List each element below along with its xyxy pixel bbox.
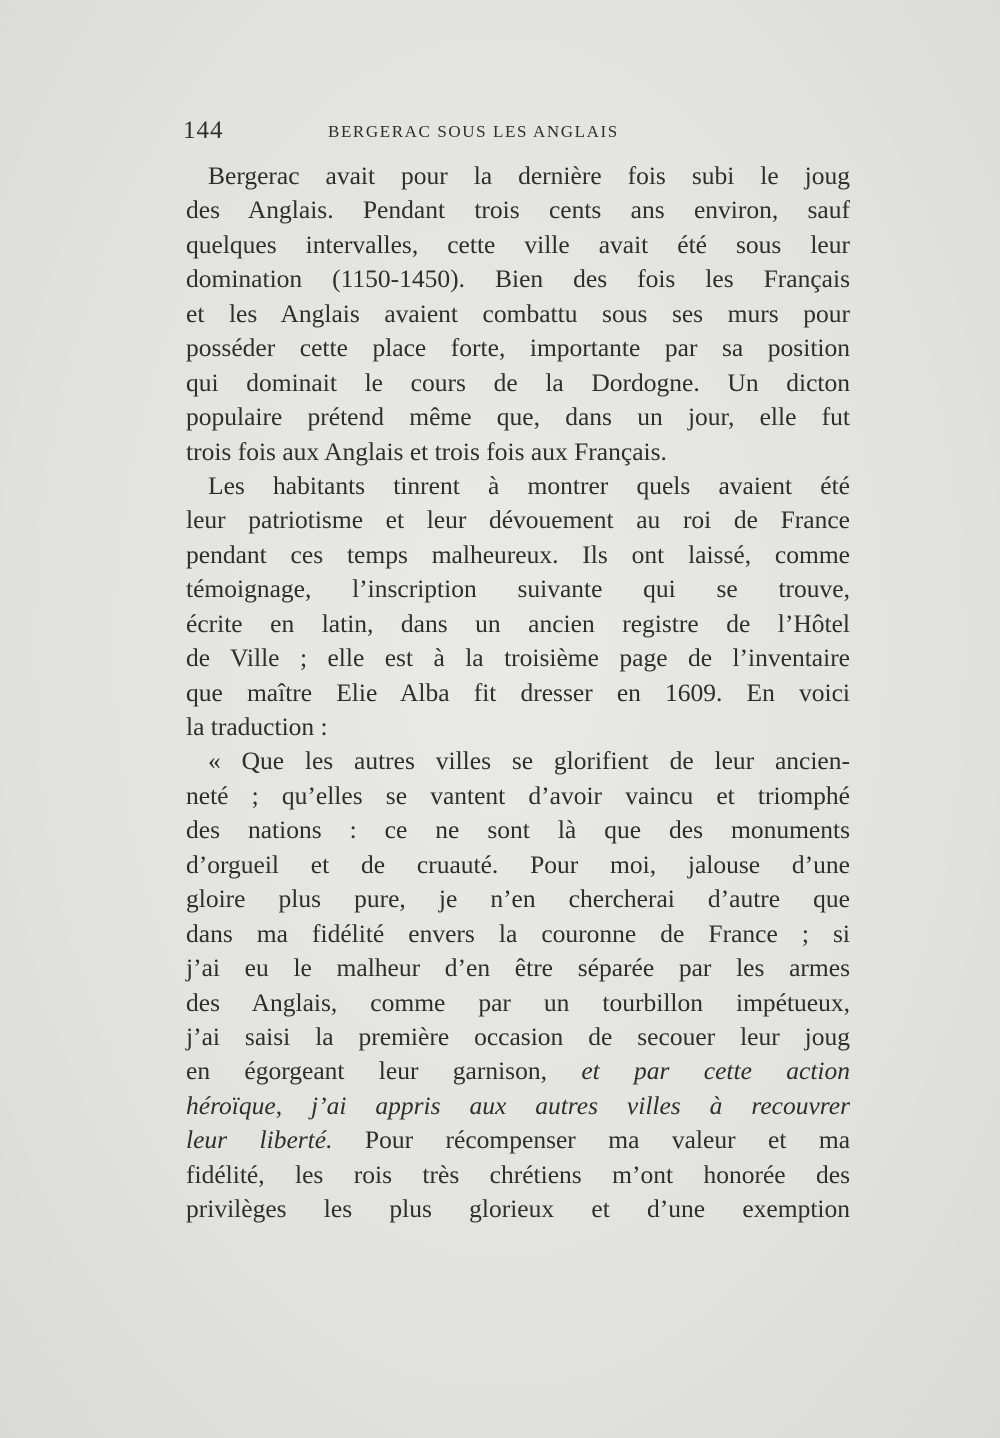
- text-line: quelques intervalles, cette ville avait été sous leur: [186, 229, 850, 259]
- text-line: trois fois aux Anglais et trois fois aux Français.: [186, 436, 667, 466]
- text-segment: en égorgeant leur garnison,: [186, 1056, 582, 1086]
- text-line: Bergerac avait pour la dernière fois subi le joug: [208, 161, 850, 190]
- text-line: populaire prétend même que, dans un jour, elle fut: [186, 402, 850, 432]
- text-line: et les Anglais avaient combattu sous ses murs pour: [186, 298, 850, 328]
- text-line: neté ; qu’elles se vantent d’avoir vaincu et triomphé: [186, 780, 850, 810]
- text-line: domination (1150-1450). Bien des fois les Français: [186, 264, 850, 294]
- text-line: d’orgueil et de cruauté. Pour moi, jalouse d’une: [186, 849, 850, 879]
- text-line: [186, 1054, 850, 1088]
- text-line: leur patriotisme et leur dévouement au roi de France: [186, 505, 850, 535]
- text-line: pendant ces temps malheureux. Ils ont laissé, comme: [186, 539, 850, 569]
- text-line: témoignage, l’inscription suivante qui se trouve,: [186, 574, 850, 604]
- text-line: dans ma fidélité envers la couronne de France ; si: [186, 918, 850, 948]
- text-line: gloire plus pure, je n’en chercherai d’autre que: [186, 884, 850, 914]
- page-header: [183, 117, 703, 151]
- page-number: 144: [183, 117, 224, 144]
- text-line: [186, 1123, 850, 1157]
- text-line: de Ville ; elle est à la troisième page de l’inventaire: [186, 643, 850, 673]
- text-line: privilèges les plus glorieux et d’une exemption: [186, 1194, 850, 1224]
- text-line: « Que les autres villes se glorifient de leur ancien-: [208, 746, 850, 776]
- text-segment: Pour récompenser ma valeur et ma: [332, 1125, 851, 1155]
- text-line: que maître Elie Alba fit dresser en 1609. En voici: [186, 677, 850, 707]
- text-line: j’ai saisi la première occasion de secouer leur joug: [186, 1021, 850, 1051]
- text-line: Les habitants tinrent à montrer quels avaient été: [208, 470, 850, 500]
- text-line: [186, 1089, 850, 1123]
- text-line: posséder cette place forte, importante par sa position: [186, 333, 850, 363]
- running-title: BERGERAC SOUS LES ANGLAIS: [328, 122, 619, 141]
- text-line: écrite en latin, dans un ancien registre de l’Hôtel: [186, 608, 850, 638]
- italic-text: leur liberté.: [186, 1125, 333, 1155]
- italic-text: héroïque, j’ai appris aux autres villes à recouvrer: [186, 1090, 850, 1120]
- text-line: des nations : ce ne sont là que des monuments: [186, 815, 850, 845]
- text-line: j’ai eu le malheur d’en être séparée par les armes: [186, 953, 850, 983]
- text-line: fidélité, les rois très chrétiens m’ont honorée des: [186, 1159, 850, 1189]
- italic-text: et par cette action: [581, 1056, 850, 1086]
- body-text: [186, 159, 850, 1227]
- text-line: des Anglais, comme par un tourbillon impétueux,: [186, 987, 850, 1017]
- text-line: des Anglais. Pendant trois cents ans environ, sauf: [186, 195, 850, 225]
- text-line: qui dominait le cours de la Dordogne. Un dicton: [186, 367, 850, 397]
- text-line: la traduction :: [186, 712, 328, 741]
